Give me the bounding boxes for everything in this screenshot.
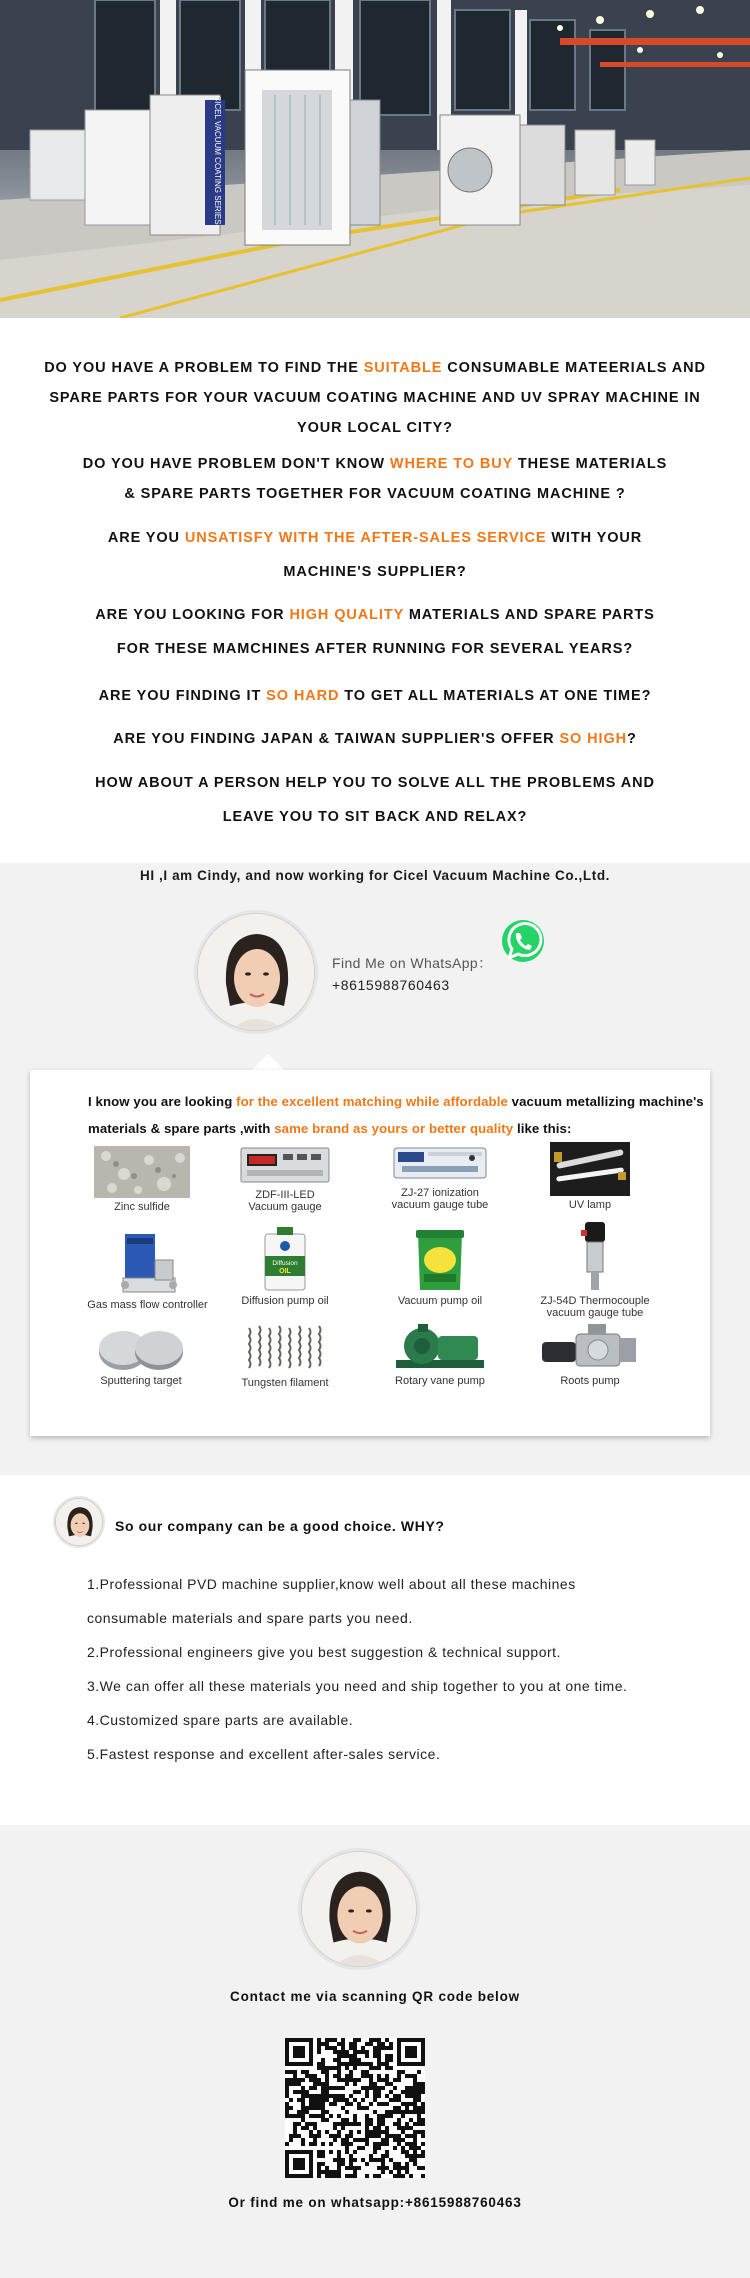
sputtering-target-image xyxy=(95,1326,187,1372)
product-vacuum-oil xyxy=(365,1226,515,1307)
product-ionization-tube xyxy=(365,1142,515,1211)
text-segment: HOW ABOUT A PERSON HELP YOU TO SOLVE ALL THE PROBLEMS AND xyxy=(95,775,655,791)
rotary-pump-image xyxy=(392,1322,488,1372)
question-3 xyxy=(40,521,710,589)
product-vacuum-gauge xyxy=(210,1144,360,1213)
products-card xyxy=(30,1070,710,1436)
product-tungsten-filament xyxy=(210,1320,360,1389)
why-title: So our company can be a good choice. WHY? xyxy=(115,1518,445,1534)
text-segment: ARE YOU LOOKING FOR xyxy=(95,607,290,623)
product-sputtering-target xyxy=(66,1326,216,1387)
uv-lamp-image xyxy=(550,1142,630,1196)
highlight-text: same brand as yours or better quality xyxy=(274,1121,514,1136)
highlight-text: SO HIGH xyxy=(559,731,627,747)
qr-code[interactable] xyxy=(285,2038,425,2178)
product-caption: Diffusion pump oil xyxy=(241,1295,329,1307)
roots-pump-image xyxy=(540,1322,640,1372)
text-segment: I know you are looking xyxy=(88,1094,237,1109)
text-segment: materials & spare parts ,with xyxy=(88,1121,275,1136)
text-segment: ARE YOU FINDING JAPAN & TAIWAN SUPPLIER'S OFFER xyxy=(113,731,560,747)
avatar-contact xyxy=(301,1851,417,1967)
text-segment: CONSUMABLE MATEERIALS AND xyxy=(442,360,706,376)
text-segment: YOUR LOCAL CITY? xyxy=(297,420,453,436)
text-segment: MACHINE'S SUPPLIER? xyxy=(283,564,467,580)
question-5 xyxy=(40,681,710,711)
text-segment: SPARE PARTS FOR YOUR VACUUM COATING MACHINE AND UV SPRAY MACHINE IN xyxy=(49,390,701,406)
vacuum-oil-image xyxy=(412,1226,468,1292)
card-pointer xyxy=(252,1054,284,1070)
product-uv-lamp xyxy=(515,1142,665,1211)
why-item: consumable materials and spare parts you need. xyxy=(87,1610,413,1626)
text-segment: & SPARE PARTS TOGETHER FOR VACUUM COATING MACHINE ? xyxy=(124,486,626,502)
text-segment: MATERIALS AND SPARE PARTS xyxy=(403,607,655,623)
avatar xyxy=(197,913,315,1031)
intro-section xyxy=(0,863,750,1475)
zinc-sulfide-image xyxy=(94,1146,190,1198)
text-segment: WITH YOUR xyxy=(546,530,643,546)
question-4 xyxy=(40,598,710,666)
question-2 xyxy=(40,449,710,509)
product-caption: ZJ-54D Thermocouple vacuum gauge tube xyxy=(540,1295,650,1319)
text-segment: ARE YOU FINDING IT xyxy=(98,688,267,704)
product-zinc-sulfide xyxy=(67,1146,217,1213)
tungsten-filament-image xyxy=(243,1320,327,1374)
whatsapp-icon[interactable] xyxy=(500,918,546,964)
product-caption: ZDF-III-LED Vacuum gauge xyxy=(248,1189,322,1213)
product-caption: Tungsten filament xyxy=(241,1377,329,1389)
intro-greeting: HI ,I am Cindy, and now working for Cicel Vacuum Machine Co.,Ltd. xyxy=(139,868,611,883)
product-caption: Sputtering target xyxy=(100,1375,182,1387)
text-segment: LEAVE YOU TO SIT BACK AND RELAX? xyxy=(222,809,528,825)
text-segment: like this: xyxy=(513,1121,572,1136)
why-item: 2.Professional engineers give you best suggestion & technical support. xyxy=(87,1644,561,1660)
highlight-text: SUITABLE xyxy=(363,360,443,376)
question-7 xyxy=(40,766,710,834)
text-segment: DO YOU HAVE PROBLEM DON'T KNOW xyxy=(82,456,390,472)
scan-qr-label: Contact me via scanning QR code below xyxy=(230,1989,520,2004)
flow-controller-image xyxy=(115,1230,181,1296)
diffusion-oil-image xyxy=(263,1226,307,1292)
question-6 xyxy=(40,724,710,754)
thermocouple-image xyxy=(577,1220,613,1292)
why-item: 3.We can offer all these materials you need and ship together to you at one time. xyxy=(87,1678,628,1694)
products-intro-text xyxy=(88,1088,708,1142)
question-1 xyxy=(40,353,710,443)
text-segment: ARE YOU xyxy=(107,530,185,546)
product-diffusion-oil xyxy=(210,1226,360,1307)
whatsapp-contact-label[interactable]: Or find me on whatsapp:+8615988760463 xyxy=(228,2195,522,2210)
text-segment: DO YOU HAVE A PROBLEM TO FIND THE xyxy=(44,360,364,376)
product-caption: Gas mass flow controller xyxy=(87,1299,208,1311)
highlight-text: SO HARD xyxy=(266,688,340,704)
text-segment: FOR THESE MAMCHINES AFTER RUNNING FOR SEVERAL YEARS? xyxy=(116,641,634,657)
highlight-text: WHERE TO BUY xyxy=(389,456,513,472)
highlight-text: for the excellent matching while affordable xyxy=(236,1094,508,1109)
text-segment: vacuum metallizing machine's xyxy=(507,1094,704,1109)
factory-hero-image xyxy=(0,0,750,318)
whatsapp-find-label: Find Me on WhatsApp： xyxy=(332,955,493,971)
text-segment: TO GET ALL MATERIALS AT ONE TIME? xyxy=(339,688,652,704)
highlight-text: HIGH QUALITY xyxy=(289,607,404,623)
ionization-tube-image xyxy=(392,1142,488,1184)
product-rotary-pump xyxy=(365,1322,515,1387)
product-flow-controller xyxy=(60,1230,235,1311)
product-caption: Rotary vane pump xyxy=(395,1375,485,1387)
svg-text:OIL: OIL xyxy=(279,1268,291,1275)
product-caption: ZJ-27 ionization vacuum gauge tube xyxy=(391,1187,489,1211)
product-caption: UV lamp xyxy=(568,1199,612,1211)
text-segment: THESE MATERIALS xyxy=(512,456,668,472)
svg-text:Diffusion: Diffusion xyxy=(272,1260,298,1267)
why-item: 1.Professional PVD machine supplier,know well about all these machines xyxy=(87,1576,576,1592)
product-caption: Roots pump xyxy=(560,1375,620,1387)
product-caption: Zinc sulfide xyxy=(114,1201,170,1213)
highlight-text: UNSATISFY WITH THE AFTER-SALES SERVICE xyxy=(184,530,547,546)
why-item: 5.Fastest response and excellent after-sales service. xyxy=(87,1746,441,1762)
whatsapp-phone[interactable]: +8615988760463 xyxy=(332,977,450,993)
product-thermocouple xyxy=(515,1220,675,1319)
product-roots-pump xyxy=(515,1322,665,1387)
avatar-small xyxy=(55,1498,103,1546)
machine-banner-text: CICEL VACUUM COATING SERIES xyxy=(213,95,222,225)
vacuum-gauge-image xyxy=(239,1144,331,1186)
text-segment: ? xyxy=(627,731,637,747)
contact-section xyxy=(0,1825,750,2278)
product-caption: Vacuum pump oil xyxy=(397,1295,483,1307)
questions-section xyxy=(0,318,750,863)
factory-floor-illustration xyxy=(0,0,750,318)
why-section xyxy=(0,1475,750,1825)
why-item: 4.Customized spare parts are available. xyxy=(87,1712,354,1728)
